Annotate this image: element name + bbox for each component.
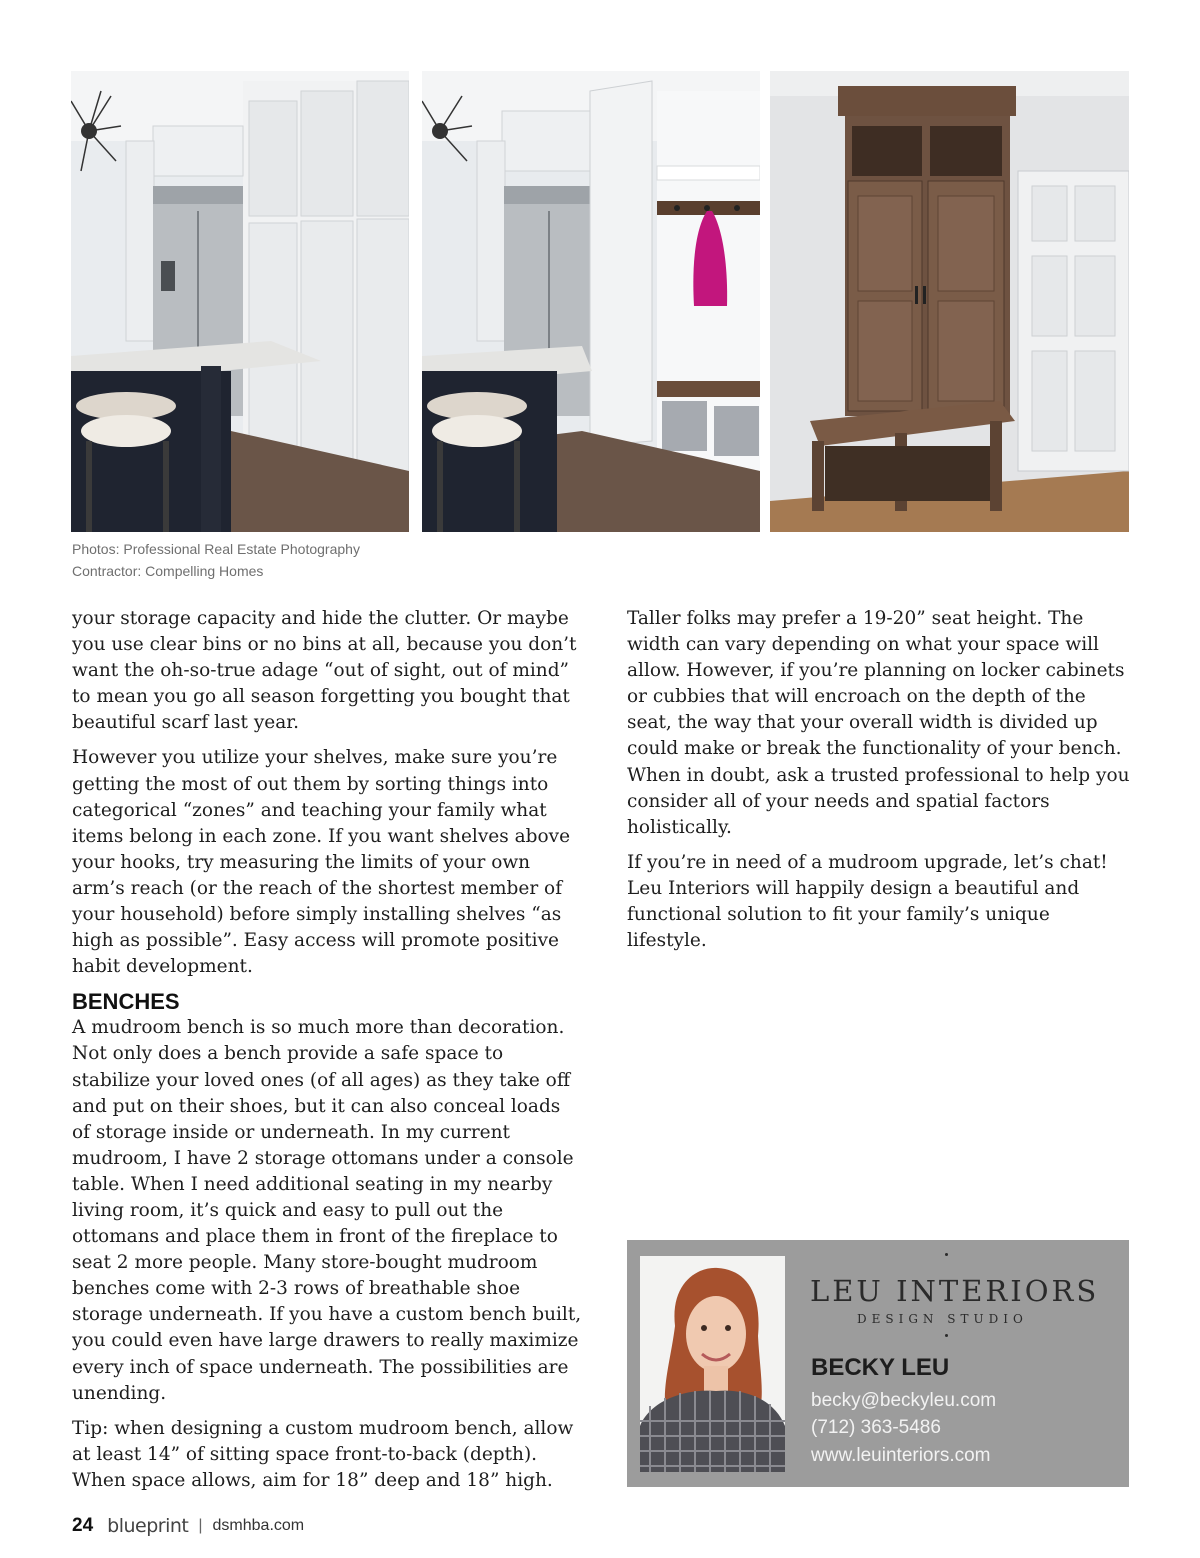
author-phone: (712) 363-5486	[811, 1417, 941, 1438]
mudroom-closet-photo	[422, 71, 760, 532]
author-email[interactable]: becky@beckyleu.com	[811, 1390, 997, 1411]
page-number: 24	[72, 1515, 94, 1536]
wood-bench-cabinet-photo	[770, 71, 1129, 532]
author-name: BECKY LEU	[811, 1354, 950, 1381]
photo-caption	[72, 538, 360, 582]
blueprint-logo: blueprint	[107, 1515, 189, 1537]
author-website[interactable]: www.leuinteriors.com	[811, 1445, 991, 1466]
kitchen-photo	[71, 71, 409, 532]
section-heading: BENCHES	[72, 989, 180, 1015]
logo-tagline: DESIGN STUDIO	[857, 1312, 1028, 1326]
leu-interiors-logo: LEU INTERIORS	[810, 1274, 1100, 1308]
paragraph: If you’re in need of a mudroom upgrade, let’s chat! Leu Interiors will happily design a beautiful and functional solution to fit your family’s unique lifestyle.	[627, 851, 1108, 952]
paragraph: Taller folks may prefer a 19-20” seat height. The width can vary depending on what your space will allow. However, if you’re planning on locker cabinets or cubbies that will encroach on the depth of the seat, the way that your overall width is divided up could make or break the functionality of your bench. When in doubt, ask a trusted professional to help you consider all of your needs and spatial factors holistically.	[627, 608, 1130, 838]
author-bio-card	[627, 1240, 1129, 1487]
footer-separator: |	[198, 1517, 203, 1534]
right-column	[627, 606, 1132, 963]
paragraph: However you utilize your shelves, make sure you’re getting the most of out them by sorting things into categorical “zones” and teaching your family what items belong in each zone. If you want shelves above your hooks, try measuring the limits of your own arm’s reach (or the reach of the shortest member of your household) before simply installing shelves “as high as possible”. Easy access will promote positive habit development.	[72, 747, 571, 978]
footer-website[interactable]: dsmhba.com	[212, 1517, 305, 1534]
logo-ornament	[945, 1334, 948, 1337]
paragraph: Tip: when designing a custom mudroom bench, allow at least 14” of sitting space front-to-back (depth). When space allows, aim for 18” deep and 18” high.	[72, 1417, 574, 1491]
paragraph: your storage capacity and hide the clutter. Or maybe you use clear bins or no bins at all, because you don’t want the oh-so-true adage “out of sight, out of mind” to mean you go all season forgetting you bought that beautiful scarf last year.	[72, 608, 577, 734]
author-portrait	[640, 1256, 785, 1472]
logo-ornament	[945, 1253, 948, 1256]
page-footer	[72, 1513, 304, 1539]
photo-credit: Photos: Professional Real Estate Photography	[72, 541, 360, 557]
contractor-credit: Contractor: Compelling Homes	[72, 563, 264, 579]
left-column	[72, 606, 582, 1503]
paragraph: A mudroom bench is so much more than decoration. Not only does a bench provide a safe space to stabilize your loved ones (of all ages) as they take off and put on their shoes, but it can also conceal loads of storage inside or underneath. In my current mudroom, I have 2 storage ottomans under a console table. When I need additional seating in my nearby living room, it’s quick and easy to pull out the ottomans and place them in front of the fireplace to seat 2 more people. Many store-bought mudroom benches come with 2-3 rows of breathable shoe storage underneath. If you have a custom bench built, you could even have large drawers to really maximize every inch of space underneath. The possibilities are unending.	[72, 1017, 582, 1404]
